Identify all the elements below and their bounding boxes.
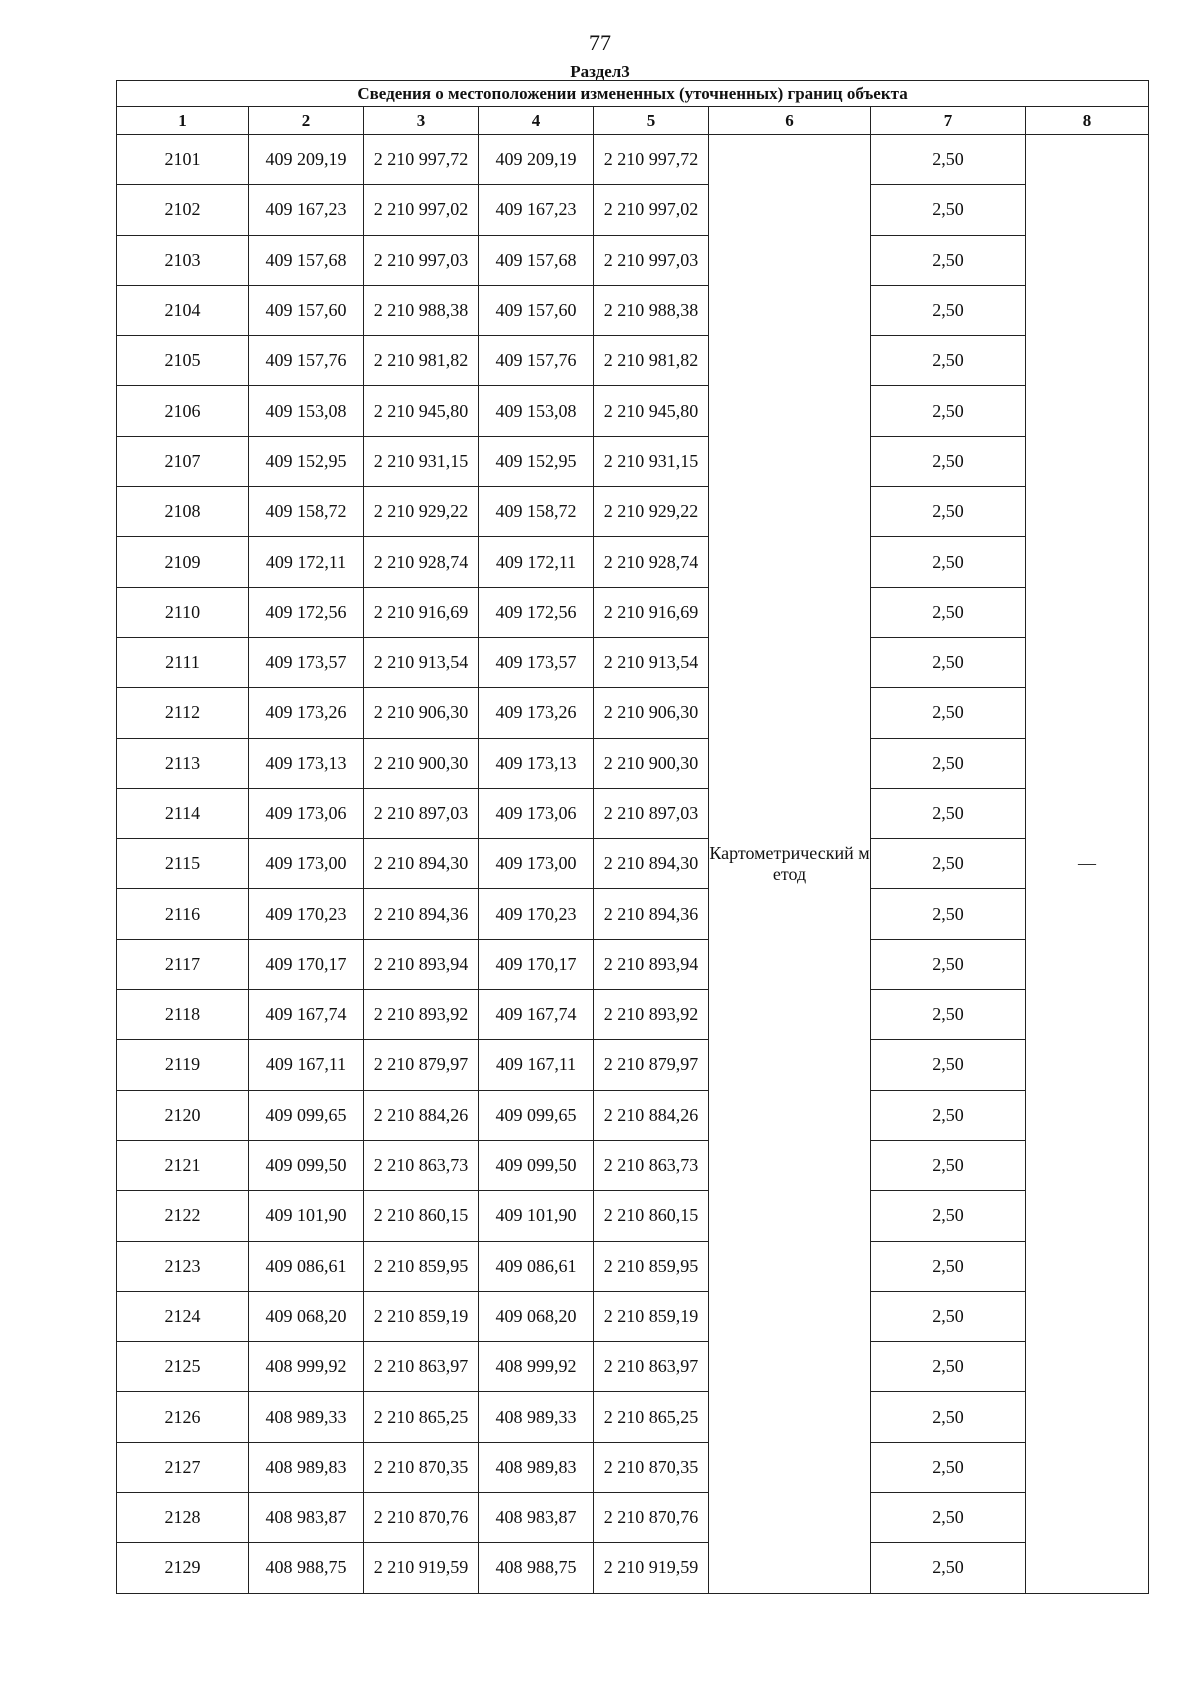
x-existing-cell: 409 099,65 xyxy=(249,1090,364,1140)
y-refined-cell: 2 210 900,30 xyxy=(594,738,709,788)
y-existing-cell: 2 210 900,30 xyxy=(364,738,479,788)
y-refined-cell: 2 210 997,02 xyxy=(594,185,709,235)
y-existing-cell: 2 210 894,36 xyxy=(364,889,479,939)
x-refined-cell: 409 170,23 xyxy=(479,889,594,939)
x-existing-cell: 409 173,00 xyxy=(249,839,364,889)
y-existing-cell: 2 210 893,94 xyxy=(364,939,479,989)
x-existing-cell: 408 983,87 xyxy=(249,1493,364,1543)
y-refined-cell: 2 210 860,15 xyxy=(594,1191,709,1241)
table-row xyxy=(117,1040,1149,1090)
error-cell: 2,50 xyxy=(871,1191,1026,1241)
column-number-7: 7 xyxy=(871,107,1026,135)
x-existing-cell: 409 157,76 xyxy=(249,336,364,386)
table-row xyxy=(117,185,1149,235)
table-row xyxy=(117,336,1149,386)
y-existing-cell: 2 210 859,19 xyxy=(364,1291,479,1341)
error-cell: 2,50 xyxy=(871,436,1026,486)
y-refined-cell: 2 210 906,30 xyxy=(594,688,709,738)
y-refined-cell: 2 210 879,97 xyxy=(594,1040,709,1090)
error-cell: 2,50 xyxy=(871,285,1026,335)
x-existing-cell: 409 158,72 xyxy=(249,487,364,537)
point-number-cell: 2102 xyxy=(117,185,249,235)
point-number-cell: 2118 xyxy=(117,990,249,1040)
y-refined-cell: 2 210 859,95 xyxy=(594,1241,709,1291)
table-row xyxy=(117,285,1149,335)
y-existing-cell: 2 210 906,30 xyxy=(364,688,479,738)
x-refined-cell: 408 988,75 xyxy=(479,1543,594,1593)
y-existing-cell: 2 210 997,02 xyxy=(364,185,479,235)
x-refined-cell: 409 172,11 xyxy=(479,537,594,587)
x-existing-cell: 409 068,20 xyxy=(249,1291,364,1341)
error-cell: 2,50 xyxy=(871,487,1026,537)
error-cell: 2,50 xyxy=(871,637,1026,687)
column-number-6: 6 xyxy=(709,107,871,135)
table-row xyxy=(117,788,1149,838)
x-existing-cell: 409 167,23 xyxy=(249,185,364,235)
table-row xyxy=(117,1241,1149,1291)
point-number-cell: 2111 xyxy=(117,637,249,687)
table-row xyxy=(117,487,1149,537)
coordinates-table xyxy=(116,80,1149,1594)
y-existing-cell: 2 210 928,74 xyxy=(364,537,479,587)
y-refined-cell: 2 210 894,30 xyxy=(594,839,709,889)
x-refined-cell: 409 170,17 xyxy=(479,939,594,989)
x-refined-cell: 408 989,83 xyxy=(479,1442,594,1492)
table-row xyxy=(117,537,1149,587)
y-existing-cell: 2 210 884,26 xyxy=(364,1090,479,1140)
x-refined-cell: 409 099,65 xyxy=(479,1090,594,1140)
y-existing-cell: 2 210 997,72 xyxy=(364,135,479,185)
x-refined-cell: 409 167,74 xyxy=(479,990,594,1040)
y-refined-cell: 2 210 916,69 xyxy=(594,587,709,637)
point-number-cell: 2123 xyxy=(117,1241,249,1291)
table-row xyxy=(117,1543,1149,1593)
column-number-2: 2 xyxy=(249,107,364,135)
y-existing-cell: 2 210 929,22 xyxy=(364,487,479,537)
point-number-cell: 2125 xyxy=(117,1342,249,1392)
column-number-5: 5 xyxy=(594,107,709,135)
y-existing-cell: 2 210 988,38 xyxy=(364,285,479,335)
x-refined-cell: 409 157,68 xyxy=(479,235,594,285)
x-existing-cell: 409 173,13 xyxy=(249,738,364,788)
error-cell: 2,50 xyxy=(871,889,1026,939)
point-number-cell: 2129 xyxy=(117,1543,249,1593)
y-refined-cell: 2 210 865,25 xyxy=(594,1392,709,1442)
point-number-cell: 2108 xyxy=(117,487,249,537)
y-refined-cell: 2 210 997,72 xyxy=(594,135,709,185)
error-cell: 2,50 xyxy=(871,990,1026,1040)
error-cell: 2,50 xyxy=(871,1442,1026,1492)
x-refined-cell: 409 173,57 xyxy=(479,637,594,687)
x-refined-cell: 409 209,19 xyxy=(479,135,594,185)
x-existing-cell: 409 086,61 xyxy=(249,1241,364,1291)
error-cell: 2,50 xyxy=(871,1543,1026,1593)
x-existing-cell: 409 153,08 xyxy=(249,386,364,436)
x-existing-cell: 409 172,11 xyxy=(249,537,364,587)
x-refined-cell: 409 099,50 xyxy=(479,1140,594,1190)
x-refined-cell: 409 157,60 xyxy=(479,285,594,335)
y-existing-cell: 2 210 919,59 xyxy=(364,1543,479,1593)
error-cell: 2,50 xyxy=(871,1291,1026,1341)
x-existing-cell: 409 157,60 xyxy=(249,285,364,335)
error-cell: 2,50 xyxy=(871,336,1026,386)
point-number-cell: 2116 xyxy=(117,889,249,939)
x-refined-cell: 408 999,92 xyxy=(479,1342,594,1392)
x-refined-cell: 409 157,76 xyxy=(479,336,594,386)
x-existing-cell: 409 167,11 xyxy=(249,1040,364,1090)
x-existing-cell: 409 173,57 xyxy=(249,637,364,687)
error-cell: 2,50 xyxy=(871,185,1026,235)
table-row xyxy=(117,738,1149,788)
x-refined-cell: 409 068,20 xyxy=(479,1291,594,1341)
point-number-cell: 2126 xyxy=(117,1392,249,1442)
note-cell: — xyxy=(1026,135,1149,1594)
table-row xyxy=(117,1191,1149,1241)
y-existing-cell: 2 210 870,76 xyxy=(364,1493,479,1543)
error-cell: 2,50 xyxy=(871,788,1026,838)
x-refined-cell: 408 989,33 xyxy=(479,1392,594,1442)
error-cell: 2,50 xyxy=(871,738,1026,788)
y-existing-cell: 2 210 916,69 xyxy=(364,587,479,637)
x-refined-cell: 409 173,00 xyxy=(479,839,594,889)
y-refined-cell: 2 210 870,35 xyxy=(594,1442,709,1492)
table-row xyxy=(117,889,1149,939)
point-number-cell: 2106 xyxy=(117,386,249,436)
point-number-cell: 2114 xyxy=(117,788,249,838)
y-refined-cell: 2 210 863,73 xyxy=(594,1140,709,1190)
x-existing-cell: 409 157,68 xyxy=(249,235,364,285)
table-row xyxy=(117,1392,1149,1442)
method-cell: Картометрический метод xyxy=(709,135,871,1594)
table-caption: Сведения о местоположении измененных (уточненных) границ объекта xyxy=(117,81,1149,107)
x-existing-cell: 408 989,33 xyxy=(249,1392,364,1442)
error-cell: 2,50 xyxy=(871,1090,1026,1140)
y-existing-cell: 2 210 870,35 xyxy=(364,1442,479,1492)
error-cell: 2,50 xyxy=(871,537,1026,587)
y-refined-cell: 2 210 997,03 xyxy=(594,235,709,285)
error-cell: 2,50 xyxy=(871,939,1026,989)
table-row xyxy=(117,436,1149,486)
y-existing-cell: 2 210 893,92 xyxy=(364,990,479,1040)
point-number-cell: 2127 xyxy=(117,1442,249,1492)
table-row xyxy=(117,1090,1149,1140)
y-refined-cell: 2 210 884,26 xyxy=(594,1090,709,1140)
y-existing-cell: 2 210 860,15 xyxy=(364,1191,479,1241)
y-refined-cell: 2 210 929,22 xyxy=(594,487,709,537)
error-cell: 2,50 xyxy=(871,688,1026,738)
x-refined-cell: 409 152,95 xyxy=(479,436,594,486)
error-cell: 2,50 xyxy=(871,1493,1026,1543)
point-number-cell: 2101 xyxy=(117,135,249,185)
y-refined-cell: 2 210 931,15 xyxy=(594,436,709,486)
x-existing-cell: 408 988,75 xyxy=(249,1543,364,1593)
column-number-4: 4 xyxy=(479,107,594,135)
table-row xyxy=(117,1493,1149,1543)
point-number-cell: 2112 xyxy=(117,688,249,738)
y-existing-cell: 2 210 879,97 xyxy=(364,1040,479,1090)
y-refined-cell: 2 210 863,97 xyxy=(594,1342,709,1392)
y-existing-cell: 2 210 897,03 xyxy=(364,788,479,838)
error-cell: 2,50 xyxy=(871,1241,1026,1291)
x-existing-cell: 409 173,06 xyxy=(249,788,364,838)
x-refined-cell: 409 167,11 xyxy=(479,1040,594,1090)
point-number-cell: 2107 xyxy=(117,436,249,486)
table-body xyxy=(117,135,1149,1594)
error-cell: 2,50 xyxy=(871,587,1026,637)
y-existing-cell: 2 210 981,82 xyxy=(364,336,479,386)
y-refined-cell: 2 210 893,94 xyxy=(594,939,709,989)
x-refined-cell: 409 086,61 xyxy=(479,1241,594,1291)
x-existing-cell: 409 152,95 xyxy=(249,436,364,486)
point-number-cell: 2119 xyxy=(117,1040,249,1090)
x-refined-cell: 409 158,72 xyxy=(479,487,594,537)
point-number-cell: 2105 xyxy=(117,336,249,386)
x-existing-cell: 409 099,50 xyxy=(249,1140,364,1190)
x-existing-cell: 409 101,90 xyxy=(249,1191,364,1241)
column-number-row xyxy=(117,107,1149,135)
y-refined-cell: 2 210 919,59 xyxy=(594,1543,709,1593)
table-row xyxy=(117,386,1149,436)
column-number-3: 3 xyxy=(364,107,479,135)
x-existing-cell: 409 173,26 xyxy=(249,688,364,738)
point-number-cell: 2120 xyxy=(117,1090,249,1140)
table-row xyxy=(117,1291,1149,1341)
table-row xyxy=(117,1342,1149,1392)
x-existing-cell: 409 170,23 xyxy=(249,889,364,939)
point-number-cell: 2128 xyxy=(117,1493,249,1543)
y-existing-cell: 2 210 859,95 xyxy=(364,1241,479,1291)
point-number-cell: 2104 xyxy=(117,285,249,335)
x-existing-cell: 409 170,17 xyxy=(249,939,364,989)
page-number: 77 xyxy=(589,30,611,55)
x-existing-cell: 409 167,74 xyxy=(249,990,364,1040)
y-existing-cell: 2 210 931,15 xyxy=(364,436,479,486)
point-number-cell: 2103 xyxy=(117,235,249,285)
y-refined-cell: 2 210 945,80 xyxy=(594,386,709,436)
table-row xyxy=(117,990,1149,1040)
x-existing-cell: 408 989,83 xyxy=(249,1442,364,1492)
point-number-cell: 2121 xyxy=(117,1140,249,1190)
table-row xyxy=(117,1442,1149,1492)
column-number-1: 1 xyxy=(117,107,249,135)
error-cell: 2,50 xyxy=(871,1392,1026,1442)
x-refined-cell: 409 173,13 xyxy=(479,738,594,788)
x-refined-cell: 409 172,56 xyxy=(479,587,594,637)
table-row xyxy=(117,839,1149,889)
y-existing-cell: 2 210 913,54 xyxy=(364,637,479,687)
y-refined-cell: 2 210 981,82 xyxy=(594,336,709,386)
table-row xyxy=(117,235,1149,285)
y-refined-cell: 2 210 870,76 xyxy=(594,1493,709,1543)
point-number-cell: 2113 xyxy=(117,738,249,788)
table-row xyxy=(117,637,1149,687)
y-existing-cell: 2 210 945,80 xyxy=(364,386,479,436)
point-number-cell: 2124 xyxy=(117,1291,249,1341)
y-refined-cell: 2 210 928,74 xyxy=(594,537,709,587)
table-row xyxy=(117,688,1149,738)
x-refined-cell: 409 173,06 xyxy=(479,788,594,838)
column-number-8: 8 xyxy=(1026,107,1149,135)
error-cell: 2,50 xyxy=(871,1140,1026,1190)
error-cell: 2,50 xyxy=(871,1040,1026,1090)
y-refined-cell: 2 210 913,54 xyxy=(594,637,709,687)
y-refined-cell: 2 210 859,19 xyxy=(594,1291,709,1341)
x-refined-cell: 409 167,23 xyxy=(479,185,594,235)
section-title: Раздел3 xyxy=(570,62,630,81)
y-refined-cell: 2 210 893,92 xyxy=(594,990,709,1040)
error-cell: 2,50 xyxy=(871,1342,1026,1392)
y-refined-cell: 2 210 988,38 xyxy=(594,285,709,335)
point-number-cell: 2122 xyxy=(117,1191,249,1241)
x-refined-cell: 409 101,90 xyxy=(479,1191,594,1241)
table-row xyxy=(117,939,1149,989)
x-refined-cell: 409 173,26 xyxy=(479,688,594,738)
point-number-cell: 2109 xyxy=(117,537,249,587)
table-row xyxy=(117,1140,1149,1190)
x-existing-cell: 409 172,56 xyxy=(249,587,364,637)
error-cell: 2,50 xyxy=(871,235,1026,285)
x-refined-cell: 409 153,08 xyxy=(479,386,594,436)
table-row xyxy=(117,135,1149,185)
y-existing-cell: 2 210 894,30 xyxy=(364,839,479,889)
point-number-cell: 2110 xyxy=(117,587,249,637)
error-cell: 2,50 xyxy=(871,386,1026,436)
y-existing-cell: 2 210 997,03 xyxy=(364,235,479,285)
x-existing-cell: 409 209,19 xyxy=(249,135,364,185)
error-cell: 2,50 xyxy=(871,839,1026,889)
y-refined-cell: 2 210 894,36 xyxy=(594,889,709,939)
error-cell: 2,50 xyxy=(871,135,1026,185)
point-number-cell: 2115 xyxy=(117,839,249,889)
x-refined-cell: 408 983,87 xyxy=(479,1493,594,1543)
table-row xyxy=(117,587,1149,637)
y-existing-cell: 2 210 865,25 xyxy=(364,1392,479,1442)
y-existing-cell: 2 210 863,73 xyxy=(364,1140,479,1190)
point-number-cell: 2117 xyxy=(117,939,249,989)
y-refined-cell: 2 210 897,03 xyxy=(594,788,709,838)
y-existing-cell: 2 210 863,97 xyxy=(364,1342,479,1392)
x-existing-cell: 408 999,92 xyxy=(249,1342,364,1392)
